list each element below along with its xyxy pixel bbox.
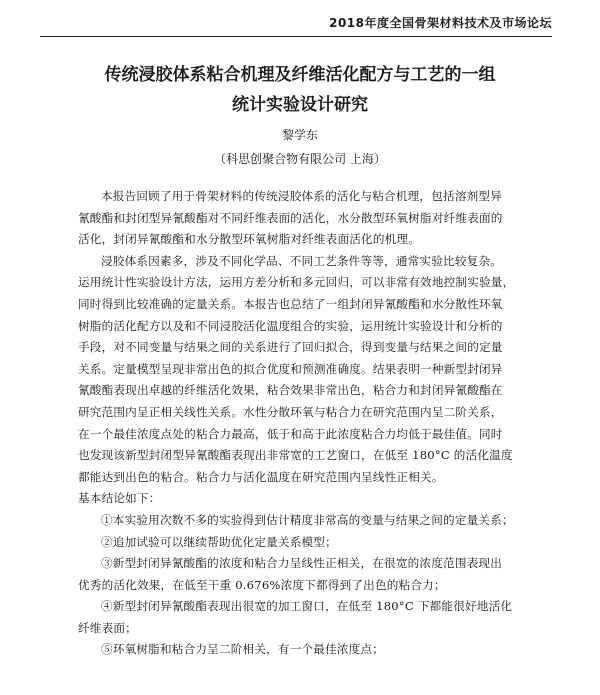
text-line: 关系。定量模型呈现非常出色的拟合优度和预测准确度。结果表明一种新型封闭异 <box>78 361 503 376</box>
conclusion-item: ③新型封闭异氰酸酯的浓度和粘合力呈线性正相关，在很宽的浓度范围表现出 <box>101 556 502 571</box>
conference-header: 2018年度全国骨架材料技术及市场论坛 <box>40 14 552 37</box>
text-line: 树脂的活化配方以及和不同浸胶活化温度组合的实验，运用统计实验设计和分析的 <box>78 318 503 333</box>
text-line: 研究范围内呈正相关线性关系。水性分散环氧与粘合力在研究范围内呈二阶关系， <box>78 404 503 419</box>
text-line: 运用统计性实验设计方法，运用方差分析和多元回归，可以非常有效地控制实验量， <box>78 275 515 290</box>
text-line: 活化，封闭异氰酸酯和水分散型环氧树脂对纤维表面活化的机理。 <box>78 232 421 247</box>
text-line: 本报告回顾了用于骨架材料的传统浸胶体系的活化与粘合机理，包括溶剂型异 <box>101 189 502 203</box>
author-name: 黎学东 <box>281 128 318 142</box>
paragraph-2 <box>78 251 540 489</box>
conclusion-list <box>78 510 540 661</box>
text-line: 也发现该新型封闭型异氰酸酯表现出非常宽的工艺窗口，在低至 180°C 的活化温度 <box>78 448 513 463</box>
text-line: 氰酸酯和封闭型异氰酸酯对不同纤维表面的活化，水分散型环氧树脂对纤维表面的 <box>78 210 503 225</box>
conclusion-item-continued: 优秀的活化效果，在低至干重 0.676%浓度下都得到了出色的粘合力； <box>78 577 446 592</box>
conclusion-item: ②追加试验可以继续帮助优化定量关系模型； <box>101 534 337 549</box>
author-affiliation: （科思创聚合物有限公司 上海） <box>214 152 386 166</box>
paper-title-line-2: 统计实验设计研究 <box>232 95 368 115</box>
conclusion-item: ①本实验用次数不多的实验得到估计精度非常高的变量与结果之间的定量关系； <box>101 512 514 527</box>
paragraph-1 <box>78 186 540 251</box>
text-line: 氰酸酯表现出卓越的纤维活化效果，粘合效果非常出色，粘合力和封闭异氰酸酯在 <box>78 383 503 398</box>
text-line: 在一个最佳浓度点处的粘合力最高，低于和高于此浓度粘合力均低于最佳值。同时 <box>78 426 503 441</box>
conclusion-item: ⑤环氧树脂和粘合力呈二阶相关，有一个最佳浓度点； <box>101 642 385 657</box>
text-line: 手段，对不同变量与结果之间的关系进行了回归拟合，得到变量与结果之间的定量 <box>78 340 503 355</box>
conclusion-item: ④新型封闭异氰酸酯表现出很宽的加工窗口，在低至 180°C 下都能很好地活化 <box>101 599 513 614</box>
conclusion-item-continued: 纤维表面； <box>78 620 137 635</box>
abstract-body <box>78 186 540 661</box>
text-line: 同时得到比较准确的定量关系。本报告也总结了一组封闭异氰酸酯和水分散性环氧 <box>78 296 503 311</box>
paper-title-line-1: 传统浸胶体系粘合机理及纤维活化配方与工艺的一组 <box>104 65 496 85</box>
text-line: 浸胶体系因素多，涉及不同化学品、不同工艺条件等等，通常实验比较复杂。 <box>101 253 502 268</box>
conclusion-heading: 基本结论如下： <box>78 491 161 506</box>
text-line: 都能达到出色的粘合。粘合力与活化温度在研究范围内呈线性正相关。 <box>78 469 444 484</box>
